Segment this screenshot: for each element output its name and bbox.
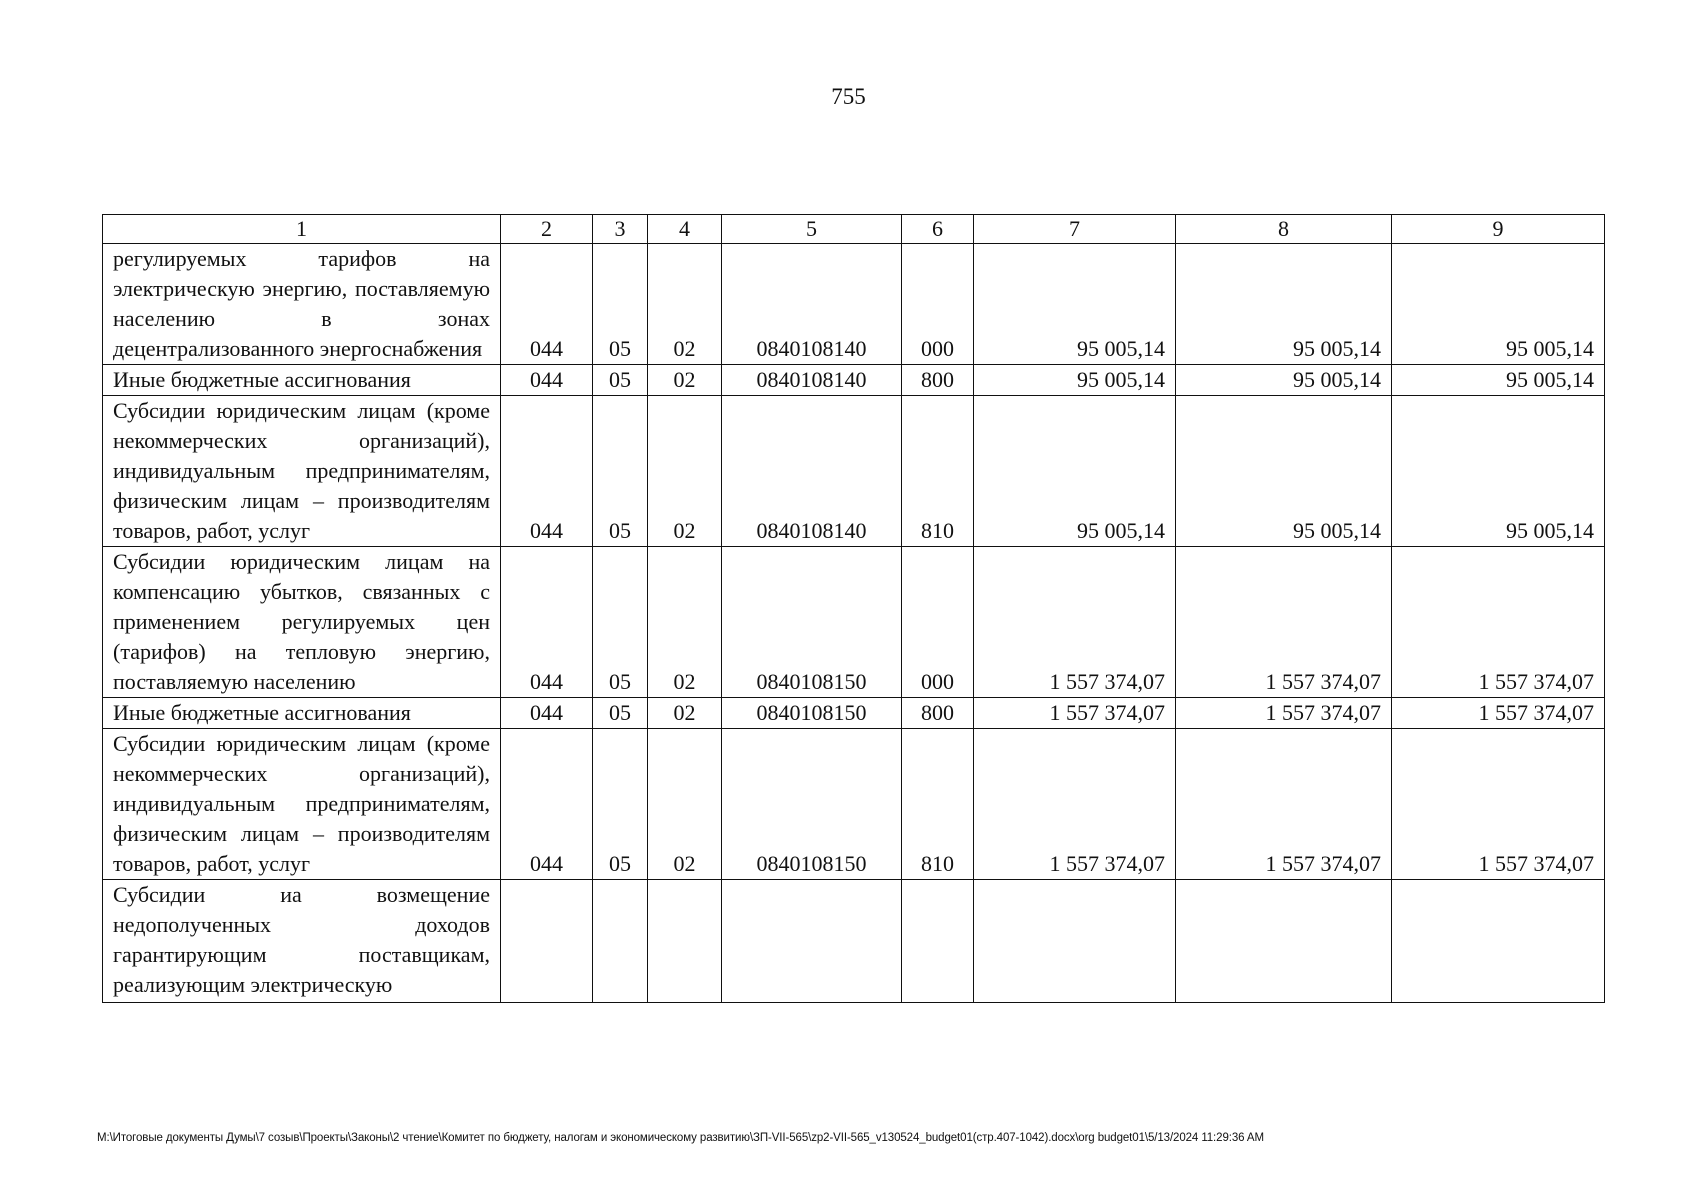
cell-expense-type: 000	[902, 547, 974, 698]
row-description: Субсидии иа возмещение недополученных доходов гарантирующим поставщикам, реализующим электрическую	[103, 880, 501, 1003]
cell-amount-7	[974, 880, 1176, 1003]
cell-target-article: 0840108150	[722, 729, 902, 880]
cell-section: 05	[593, 698, 648, 729]
cell-subsection	[648, 880, 722, 1003]
column-header-7: 7	[974, 215, 1176, 244]
cell-ministry-code: 044	[501, 244, 593, 365]
row-description: Субсидии юридическим лицам (кроме некоммерческих организаций), индивидуальным предпринимателям, физическим лицам – производителям товаров, работ, услуг	[103, 396, 501, 547]
table-row	[103, 244, 1605, 365]
column-header-9: 9	[1392, 215, 1605, 244]
cell-amount-8: 95 005,14	[1176, 365, 1392, 396]
cell-ministry-code	[501, 880, 593, 1003]
cell-section: 05	[593, 365, 648, 396]
cell-amount-7: 95 005,14	[974, 396, 1176, 547]
cell-subsection: 02	[648, 365, 722, 396]
column-header-2: 2	[501, 215, 593, 244]
cell-amount-9: 1 557 374,07	[1392, 698, 1605, 729]
cell-ministry-code: 044	[501, 396, 593, 547]
column-header-1: 1	[103, 215, 501, 244]
cell-target-article: 0840108140	[722, 244, 902, 365]
cell-amount-9: 1 557 374,07	[1392, 729, 1605, 880]
cell-amount-8: 95 005,14	[1176, 244, 1392, 365]
cell-target-article: 0840108150	[722, 547, 902, 698]
column-header-6: 6	[902, 215, 974, 244]
cell-section: 05	[593, 729, 648, 880]
cell-subsection: 02	[648, 244, 722, 365]
column-header-4: 4	[648, 215, 722, 244]
cell-section: 05	[593, 244, 648, 365]
cell-amount-8: 1 557 374,07	[1176, 698, 1392, 729]
column-header-3: 3	[593, 215, 648, 244]
table-row	[103, 396, 1605, 547]
page-number: 755	[831, 84, 866, 109]
table-header-row	[103, 215, 1605, 244]
row-description: Иные бюджетные ассигнования	[103, 698, 501, 729]
cell-amount-7: 95 005,14	[974, 365, 1176, 396]
table-row	[103, 880, 1605, 1003]
row-description: Иные бюджетные ассигнования	[103, 365, 501, 396]
cell-subsection: 02	[648, 698, 722, 729]
cell-amount-9: 95 005,14	[1392, 365, 1605, 396]
cell-amount-9: 95 005,14	[1392, 244, 1605, 365]
cell-amount-9: 95 005,14	[1392, 396, 1605, 547]
row-description: Субсидии юридическим лицам на компенсацию убытков, связанных с применением регулируемых цен (тарифов) на тепловую энергию, поставляемую населению	[103, 547, 501, 698]
cell-amount-8: 1 557 374,07	[1176, 547, 1392, 698]
cell-subsection: 02	[648, 396, 722, 547]
cell-amount-9: 1 557 374,07	[1392, 547, 1605, 698]
cell-expense-type: 000	[902, 244, 974, 365]
footer-file-path: M:\Итоговые документы Думы\7 созыв\Проекты\Законы\2 чтение\Комитет по бюджету, налогам и экономическому развитию\ЗП-VII-565\zp2-VII-565_v130524_budget01(стр.407-1042).docx\org budget01\5/13/2024 11:29:36 AM	[97, 1132, 1264, 1144]
cell-ministry-code: 044	[501, 729, 593, 880]
row-description: регулируемых тарифов на электрическую энергию, поставляемую населению в зонах децентрализованного энергоснабжения	[103, 244, 501, 365]
cell-expense-type: 810	[902, 396, 974, 547]
cell-expense-type	[902, 880, 974, 1003]
cell-target-article: 0840108140	[722, 396, 902, 547]
cell-amount-8: 1 557 374,07	[1176, 729, 1392, 880]
row-description: Субсидии юридическим лицам (кроме некоммерческих организаций), индивидуальным предпринимателям, физическим лицам – производителям товаров, работ, услуг	[103, 729, 501, 880]
table-row	[103, 365, 1605, 396]
cell-ministry-code: 044	[501, 547, 593, 698]
cell-subsection: 02	[648, 547, 722, 698]
cell-amount-7: 1 557 374,07	[974, 698, 1176, 729]
cell-amount-7: 1 557 374,07	[974, 729, 1176, 880]
cell-expense-type: 800	[902, 698, 974, 729]
table-row	[103, 698, 1605, 729]
table-row	[103, 547, 1605, 698]
cell-amount-7: 1 557 374,07	[974, 547, 1176, 698]
cell-target-article: 0840108140	[722, 365, 902, 396]
cell-section: 05	[593, 547, 648, 698]
cell-amount-8: 95 005,14	[1176, 396, 1392, 547]
cell-section	[593, 880, 648, 1003]
cell-target-article: 0840108150	[722, 698, 902, 729]
table-row	[103, 729, 1605, 880]
cell-ministry-code: 044	[501, 365, 593, 396]
cell-expense-type: 800	[902, 365, 974, 396]
column-header-8: 8	[1176, 215, 1392, 244]
budget-table	[102, 214, 1605, 1003]
cell-amount-7: 95 005,14	[974, 244, 1176, 365]
column-header-5: 5	[722, 215, 902, 244]
cell-ministry-code: 044	[501, 698, 593, 729]
cell-subsection: 02	[648, 729, 722, 880]
cell-amount-8	[1176, 880, 1392, 1003]
cell-section: 05	[593, 396, 648, 547]
cell-expense-type: 810	[902, 729, 974, 880]
cell-target-article	[722, 880, 902, 1003]
cell-amount-9	[1392, 880, 1605, 1003]
